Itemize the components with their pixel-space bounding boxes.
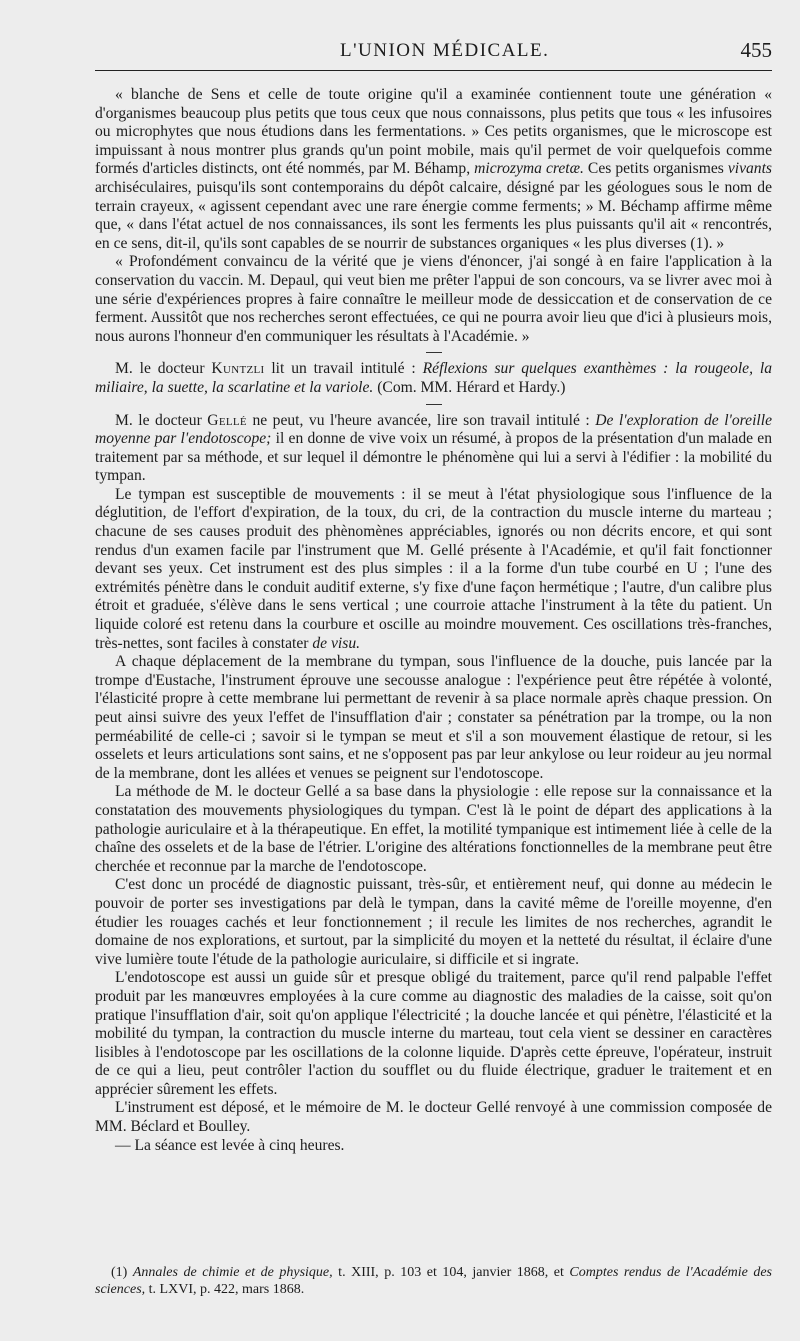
gelle-name: Gellé: [207, 411, 247, 429]
kuntzli-work-title: Réflexions sur quelques exanthèmes : la rougeole, la miliaire, la suette, la scarlatine et la variole.: [95, 360, 772, 396]
paragraph-8: C'est donc un procédé de diagnostic puissant, très-sûr, et entièrement neuf, qui donne au médecin le pouvoir de porter ses investigations par delà le tympan, dans la cavité même de l'oreille moyenne, d'en étudier les rouages cachés et leur fonctionnement ; il recule les limites de nos recherches, agrandit le domaine de nos explorations, et surtout, par la simplicité du moyen et la netteté du résultat, il éclaire d'une vive lumière toute l'étude de la pathologie auriculaire, si difficile et si ingrate.: [95, 876, 772, 968]
paragraph-11: — La séance est levée à cinq heures.: [115, 1136, 345, 1154]
paragraph-10: L'instrument est déposé, et le mémoire de M. le docteur Gellé renvoyé à une commission composée de MM. Béclard et Boulley.: [95, 1099, 772, 1136]
kuntzli-prefix: M. le docteur: [115, 360, 212, 378]
gelle-work-title: De l'exploration de l'oreille moyenne par l'endotoscope;: [95, 411, 772, 448]
footnote-text: [95, 1264, 772, 1298]
paragraph-9: L'endotoscope est aussi un guide sûr et presque obligé du traitement, parce qu'il rend palpable l'effet produit par les manœuvres employées à la cure comme au diagnostic des maladies de la caisse, soit qu'on pratique l'insufflation d'air, soit qu'on applique l'électricité ; la douche lancée et qui pénètre, l'élasticité et la mobilité du tympan, la contraction du muscle interne du marteau, tout cela vient se dessiner en caractères lisibles à l'endotoscope par les oscillations de la colonne liquide. D'après cette épreuve, l'opérateur, instruit de ce qui a lieu, peut contrôler l'action du soufflet ou du fluide électrique, graduer le traitement et en apprécier sûrement les effets.: [95, 969, 772, 1098]
paragraph-5-italic: de visu.: [312, 634, 361, 652]
header-rule: [95, 70, 772, 71]
paragraph-1: [95, 86, 772, 253]
paragraph-5-text: Le tympan est susceptible de mouvements : il se meut à l'état physiologique sous l'influence de la déglutition, de l'effort d'expiration, de la toux, du cri, de la contraction du muscle interne du marteau ; chacune de ses causes produit des phènomènes appréciables, ignorés ou non décrits encore, et qui sont rendus d'un examen facile par l'instrument que M. Gellé présente à l'Académie, et qu'il fait fonctionner devant ses yeux. Cet instrument est des plus simples : il a la forme d'un tube courbé en U ; l'une des extrémités pénètre dans le conduit auditif externe, s'y fixe d'une façon hermétique ; l'autre, d'un calibre plus étroit et graduée, s'élève dans le sens vertical ; une courroie attache l'instrument à la tête du patient. Un liquide coloré est retenu dans la courbure et oscille au moindre mouvement. Ces oscillations très-franches, très-nettes, sont faciles à constater: [95, 485, 772, 652]
gelle-mid: ne peut, vu l'heure avancée, lire son travail intitulé :: [246, 411, 596, 429]
kuntzli-mid: lit un travail intitulé :: [264, 360, 423, 378]
footnote-source-1: Annales de chimie et de physique,: [132, 1265, 333, 1280]
paragraph-7: La méthode de M. le docteur Gellé a sa base dans la physiologie : elle repose sur la connaissance et la constatation des mouvements physiologiques du tympan. C'est là le point de départ des applications à la pathologie auriculaire et à la thérapeutique. En effet, la motilité tympanique est intimement liée à celle de la chaîne des osselets et de la base de l'étrier. L'origine des altérations fonctionnelles de la membrane peut être cherchée et reconnue par la marche de l'endotoscope.: [95, 783, 772, 875]
paragraph-kuntzli: [95, 360, 772, 397]
paragraph-1-text-end: archiséculaires, puisqu'ils sont contemporains du dépôt calcaire, désigné par les géologues sous le nom de terrain crayeux, « agissent cependant avec une rare énergie comme ferments; » M. Béchamp affirme même que, « dans l'état actuel de nos connaissances, ils sont les ferments les plus puissants qu'il ait « rencontrés, en ce sens, dit-il, qu'ils sont capables de se nourrir de substances organiques « les plus diverses (1). »: [95, 178, 772, 252]
paragraph-2: « Profondément convaincu de la vérité que je viens d'énoncer, j'ai songé à en faire l'application à la conservation du vaccin. M. Depaul, qui veut bien me prêter l'appui de son concours, va se livrer avec moi à une série d'expériences propres à faire connaître le meilleur mode de dessiccation et de conservation de ce ferment. Aussitôt que nos recherches seront effectuées, ce qui ne pourra avoir lieu que d'ici à plusieurs mois, nous aurons l'honneur d'en communiquer les résultats à l'Académie. »: [95, 253, 772, 345]
paragraph-1-italic-2: vivants: [727, 160, 772, 178]
footnote-source-2: Comptes rendus de l'Académie des sciences,: [95, 1265, 773, 1297]
section-separator: [426, 404, 442, 405]
kuntzli-name: Kuntzli: [211, 360, 265, 378]
paragraph-1-text-cont: Ces petits organismes: [583, 160, 728, 178]
footnote-marker: (1): [111, 1265, 133, 1280]
gelle-prefix: M. le docteur: [115, 411, 208, 429]
footnote-ref-1: t. XIII, p. 103 et 104, janvier 1868, et: [332, 1265, 570, 1280]
kuntzli-end: (Com. MM. Hérard et Hardy.): [373, 378, 566, 396]
gelle-end: il en donne de vive voix un résumé, à propos de la présentation d'un malade en traitement par sa méthode, et sur lequel il démontre le phénomène qui lui a servi à l'édifier : la mobilité du tympan.: [95, 430, 773, 485]
paragraph-1-italic: microzyma cretæ.: [474, 160, 584, 178]
page-header: [0, 36, 800, 70]
paragraph-gelle: [95, 412, 772, 486]
paragraph-5: [95, 486, 772, 653]
running-title: L'UNION MÉDICALE.: [340, 40, 550, 61]
paragraph-6: A chaque déplacement de la membrane du tympan, sous l'influence de la douche, puis lancée par la trompe d'Eustache, l'instrument éprouve une secousse analogue : l'expérience peut être répétée à volonté, l'élasticité propre à cette membrane lui permettant de revenir à sa place normale après chaque pression. On peut ainsi suivre des yeux l'effet de l'insufflation d'air ; constater sa pénétration par la trompe, ou la non perméabilité de celle-ci ; savoir si le tympan se meut et s'il a son mouvement élastique de retour, si les osselets et leurs articulations sont sains, et ne s'opposent pas par leur ankylose ou leur roideur au jeu normal de la membrane, dont les allées et venues se peignent sur l'endotoscope.: [95, 653, 772, 782]
section-separator: [426, 352, 442, 353]
footnote-ref-2: t. LXVI, p. 422, mars 1868.: [145, 1282, 305, 1297]
paragraph-1-text: « blanche de Sens et celle de toute origine qu'il a examinée contiennent toute une génération « d'organismes beaucoup plus petits que tous ceux que nous connaissons, plus petits que tous « les infusoires ou microphytes que nous étudions dans les fermentations. » Ces petits organismes, que le microscope est impuissant à nous montrer plus grands qu'un point mobile, mais qu'il permet de voir quelquefois comme formés d'articles distincts, ont été nommés, par M. Béhamp,: [95, 86, 772, 178]
page-number: 455: [740, 38, 772, 62]
footnote: [95, 1264, 772, 1298]
article-body: [95, 86, 772, 1155]
